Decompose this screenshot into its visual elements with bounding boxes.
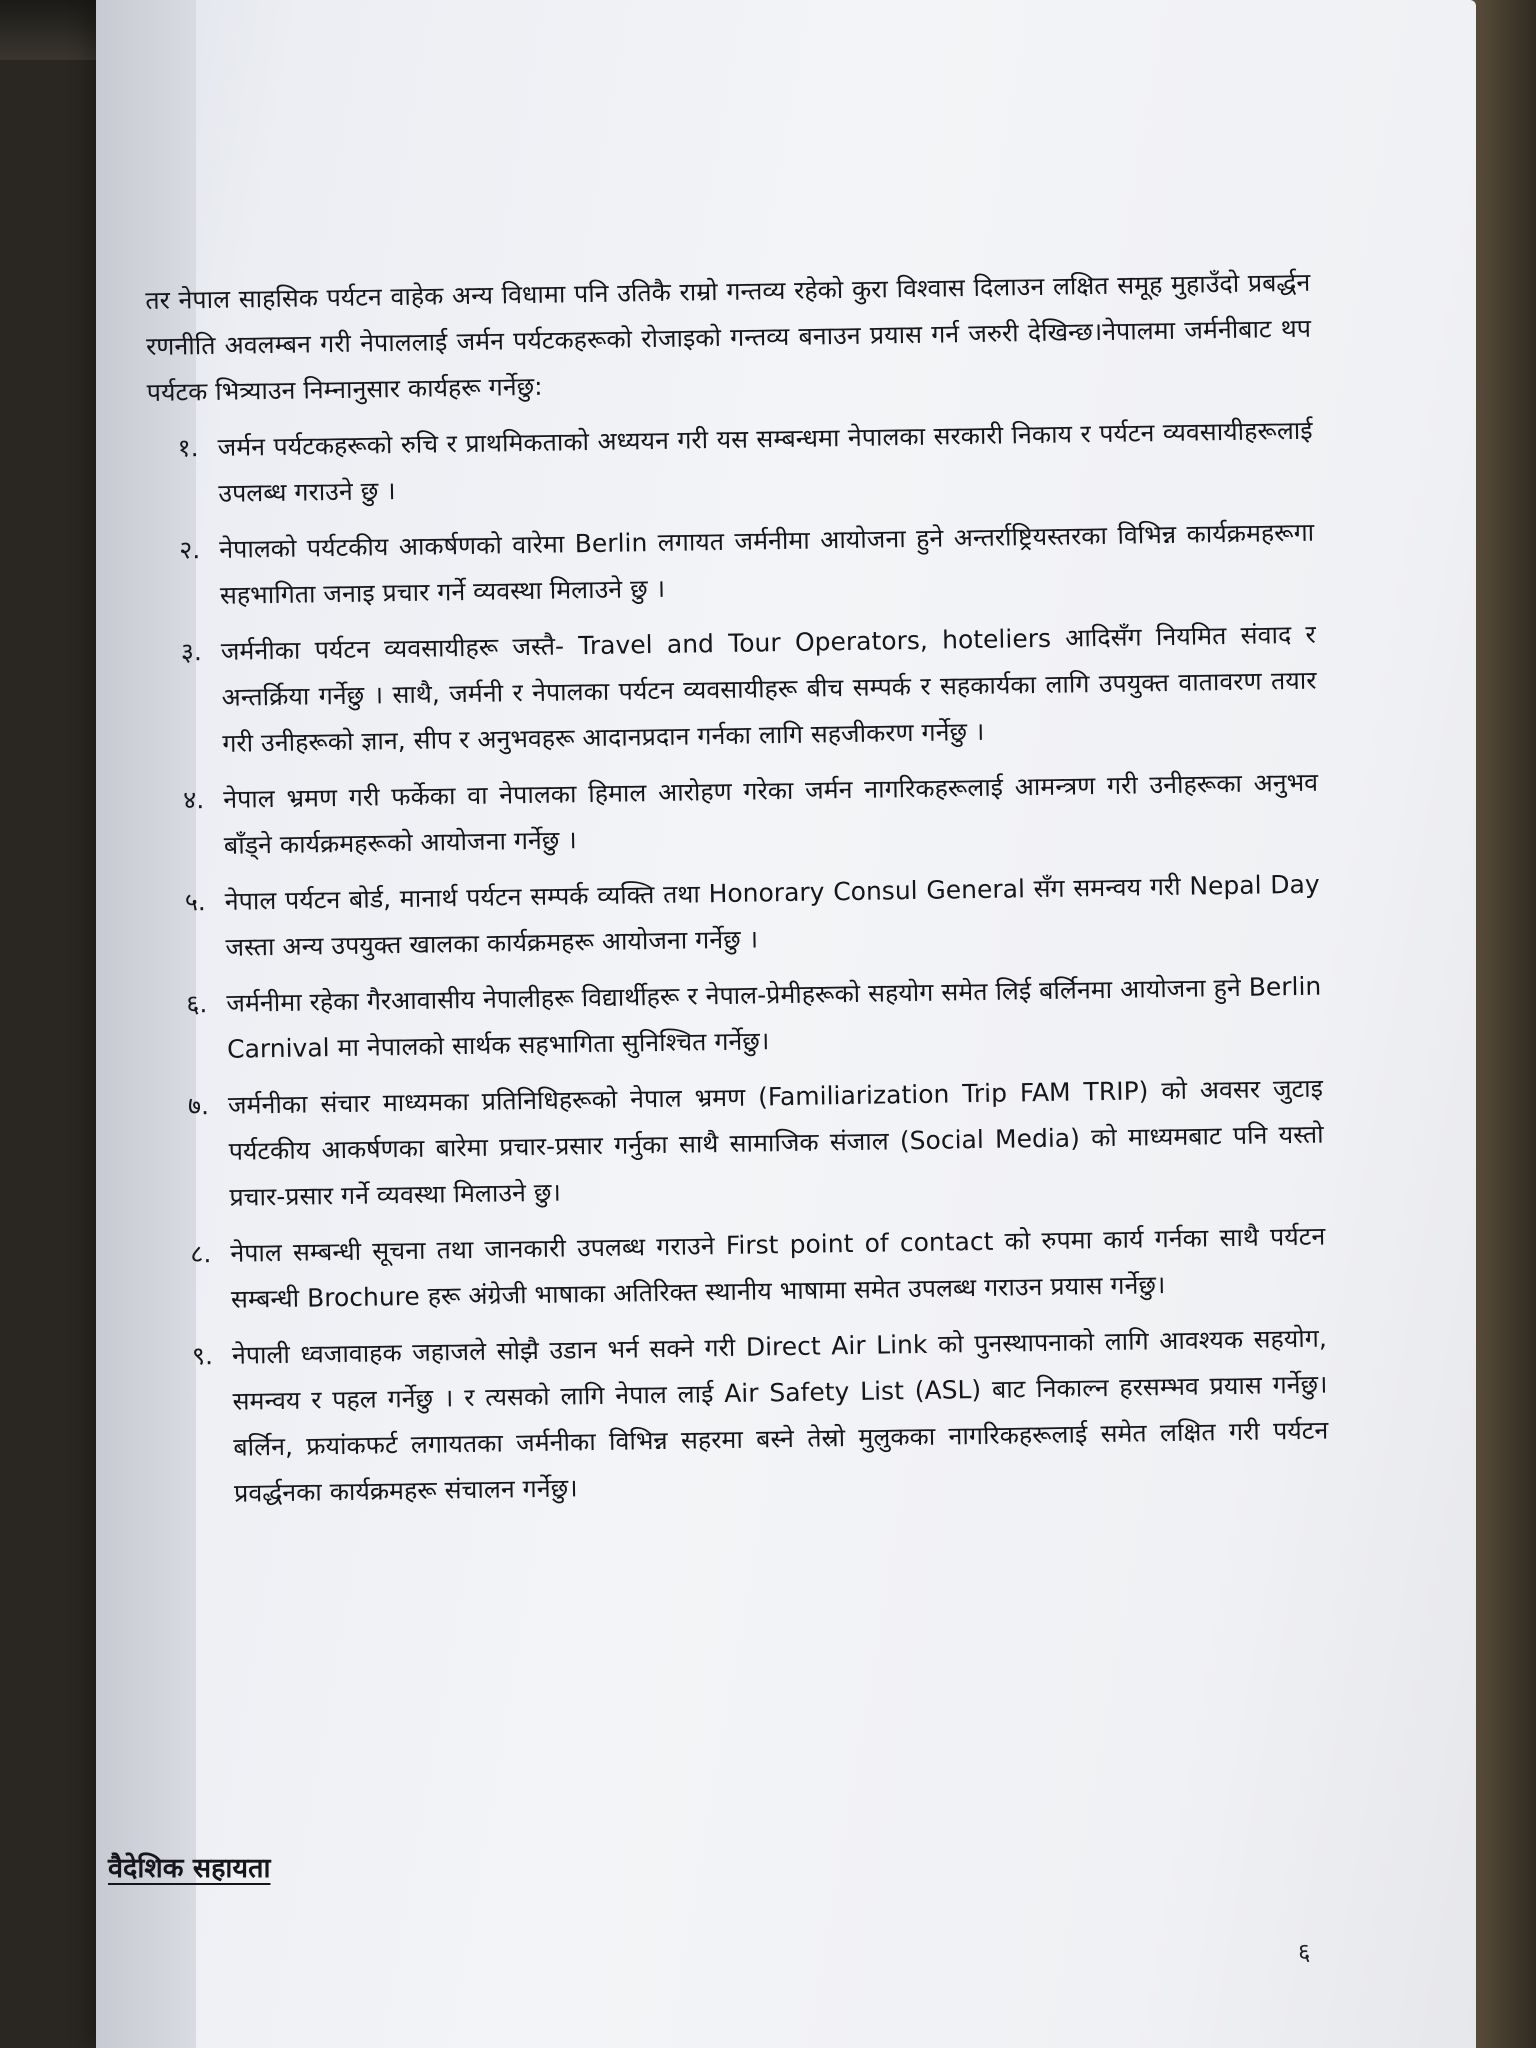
list-item-number: ६. <box>186 989 208 1019</box>
page-number: ६ <box>1298 1938 1311 1966</box>
list-item-number: २. <box>179 535 201 565</box>
list-item-number: ५. <box>184 887 206 917</box>
intro-paragraph: तर नेपाल साहसिक पर्यटन वाहेक अन्य विधामा पनि उतिकै राम्रो गन्तव्य रहेको कुरा विश्वास दिलाउन लक्षित समूह मुहाउँदो प्रबर्द्धन रणनीति अवलम्बन गरी नेपाललाई जर्मन पर्यटकहरूको रोजाइको गन्तव्य बनाउन प्रयास गर्न जरुरी देखिन्छ।नेपालमा जर्मनीबाट थप पर्यटक भित्र्याउन निम्नानुसार कार्यहरू गर्नेछु: <box>145 267 1312 407</box>
list-item <box>160 1214 1326 1324</box>
list-item-text: नेपालको पर्यटकीय आकर्षणको वारेमा Berlin लगायत जर्मनीमा आयोजना हुने अन्तर्राष्ट्रियस्तरका विभिन्न कार्यक्रमहरूगा सहभागिता जनाइ प्रचार गर्ने व्यवस्था मिलाउने छु । <box>219 517 1315 610</box>
list-item <box>149 510 1315 620</box>
list-item <box>162 1316 1330 1518</box>
list-item-text: जर्मन पर्यटकहरूको रुचि र प्राथमिकताको अध्ययन गरी यस सम्बन्धमा नेपालका सरकारी निकाय र पर्यटन व्यवसायीहरूलाई उपलब्ध गराउने छु । <box>217 415 1313 508</box>
list-item-number: ८. <box>190 1239 212 1269</box>
list-item-number: ३. <box>180 637 203 667</box>
list-item-text: जर्मनीमा रहेका गैरआवासीय नेपालीहरू विद्यार्थीहरू र नेपाल-प्रेमीहरूको सहयोग समेत लिई बर्लिनमा आयोजना हुने Berlin Carnival मा नेपालको सार्थक सहभागिता सुनिश्चित गर्नेछु। <box>226 971 1322 1064</box>
list-item-number: ७. <box>187 1091 210 1121</box>
action-list <box>147 408 1329 1518</box>
list-item-text: जर्मनीका संचार माध्यमका प्रतिनिधिहरूको नेपाल भ्रमण (Familiarization Trip FAM TRIP) को अवसर जुटाइ पर्यटकीय आकर्षणका बारेमा प्रचार-प्रसार गर्नुका साथै सामाजिक संजाल (Social Media) को माध्यमबाट पनि यस्तो प्रचार-प्रसार गर्ने व्यवस्था मिलाउने छु। <box>227 1073 1324 1212</box>
list-item-text: नेपाल सम्बन्धी सूचना तथा जानकारी उपलब्ध गराउने First point of contact को रुपमा कार्य गर्नका साथै पर्यटन सम्बन्धी Brochure हरू अंग्रेजी भाषाका अतिरिक्त स्थानीय भाषामा समेत उपलब्ध गराउन प्रयास गर्नेछु। <box>230 1221 1326 1314</box>
page-content <box>145 260 1329 1528</box>
list-item <box>151 612 1318 768</box>
list-item <box>153 760 1319 870</box>
section-heading: वैदेशिक सहायता <box>108 1853 271 1884</box>
list-item-number: ९. <box>191 1341 214 1371</box>
list-item <box>154 862 1320 972</box>
list-item <box>147 408 1313 518</box>
list-item-text: जर्मनीका पर्यटन व्यवसायीहरू जस्तै- Travel and Tour Operators, hoteliers आदिसँग नियमित संवाद र अन्तर्क्रिया गर्नेछु । साथै, जर्मनी र नेपालका पर्यटन व्यवसायीहरू बीच सम्पर्क र सहकार्यका लागि उपयुक्त वातावरण तयार गरी उनीहरूको ज्ञान, सीप र अनुभवहरू आदानप्रदान गर्नका लागि सहजीकरण गर्नेछु । <box>220 619 1317 758</box>
list-item-number: ४. <box>182 785 205 815</box>
list-item-text: नेपाली ध्वजावाहक जहाजले सोझै उडान भर्न सक्ने गरी Direct Air Link को पुनस्थापनाको लागि आवश्यक सहयोग, समन्वय र पहल गर्नेछु । र त्यसको लागि नेपाल लाई Air Safety List (ASL) बाट निकाल्न हरसम्भव प्रयास गर्नेछु। बर्लिन, फ्रयांकफर्ट लगायतका जर्मनीका विभिन्न सहरमा बस्ने तेस्रो मुलुकका नागरिकहरूलाई समेत लक्षित गरी पर्यटन प्रवर्द्धनका कार्यक्रमहरू संचालन गर्नेछु। <box>231 1323 1329 1508</box>
list-item <box>158 1066 1325 1222</box>
list-item <box>156 964 1322 1074</box>
list-item-number: १. <box>177 433 199 463</box>
list-item-text: नेपाल पर्यटन बोर्ड, मानार्थ पर्यटन सम्पर्क व्यक्ति तथा Honorary Consul General सँग समन्वय गरी Nepal Day जस्ता अन्य उपयुक्त खालका कार्यक्रमहरू आयोजना गर्नेछु । <box>224 869 1320 962</box>
list-item-text: नेपाल भ्रमण गरी फर्केका वा नेपालका हिमाल आरोहण गरेका जर्मन नागरिकहरूलाई आमन्त्रण गरी उनीहरूका अनुभव बाँड्ने कार्यक्रमहरूको आयोजना गर्नेछु । <box>222 767 1319 860</box>
